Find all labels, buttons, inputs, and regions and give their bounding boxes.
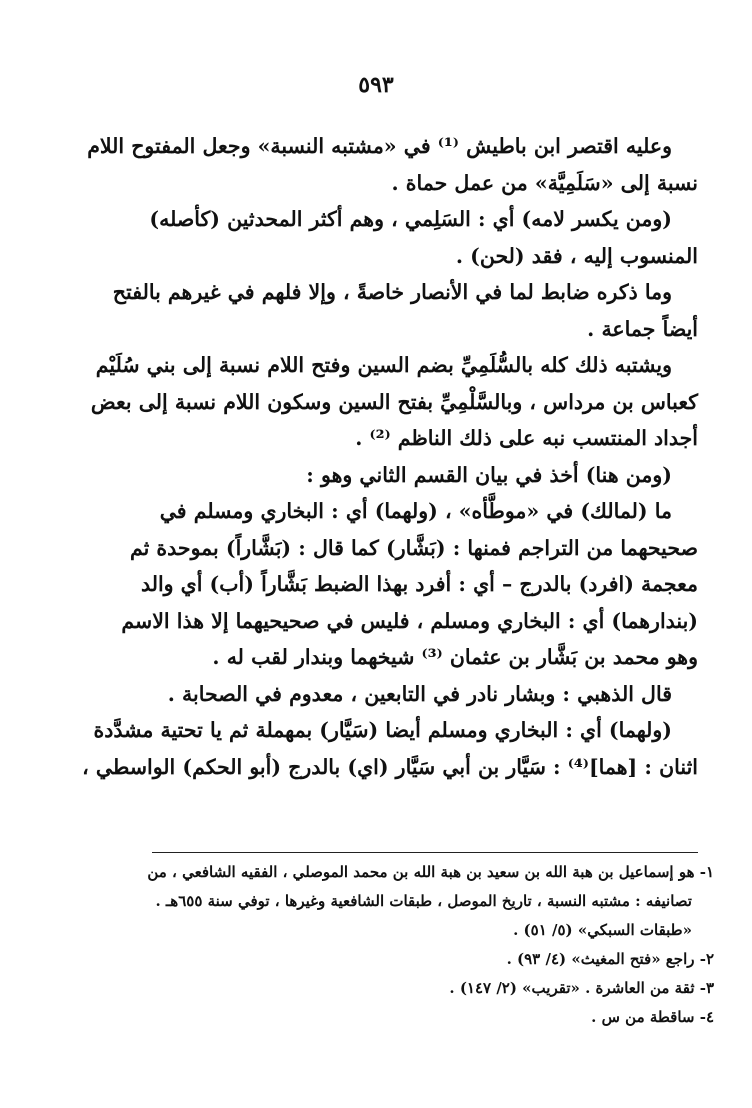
text-line: ما (لمالك) في «موطَّأه» ، (ولهما) أي : البخاري ومسلم في	[159, 499, 672, 523]
text-line: ويشتبه ذلك كله بالسُّلَمِيِّ بضم السين وفتح اللام نسبة إلى بني سُلَيْم	[95, 353, 672, 377]
page-number: ٥٩٣	[358, 72, 394, 98]
main-text	[78, 128, 698, 785]
text-line: معجمة (افرد) بالدرج – أي : أفرد بهذا الضبط بَشَّاراً (أب) أي والد	[140, 572, 698, 596]
text-line: أيضاً جماعة .	[587, 316, 698, 341]
text-line: وعليه اقتصر ابن باطيش ⁽¹⁾ في «مشتبه النسبة» وجعل المفتوح اللام	[87, 134, 672, 158]
text-line: (ولهما) أي : البخاري ومسلم أيضا (سَيَّار) بمهملة ثم يا تحتية مشدَّدة	[93, 718, 672, 742]
footnote-line: «طبقات السبكي» (٥/ ٥١) .	[513, 921, 692, 939]
text-line: (بندارهما) أي : البخاري ومسلم ، فليس في صحيحيهما إلا هذا الاسم	[121, 608, 698, 633]
footnotes	[78, 858, 714, 1032]
text-line: (ومن يكسر لامه) أي : السَلِمي ، وهم أكثر المحدثين (كأصله)	[149, 207, 672, 231]
footnote-line: ٣- ثقة من العاشرة . «تقريب» (٢/ ١٤٧) .	[449, 979, 714, 997]
footnote-line: ٤- ساقطة من س .	[591, 1008, 714, 1026]
text-line: صحيحهما من التراجم فمنها : (بَشَّار) كما قال : (بَشَّاراً) بموحدة ثم	[129, 535, 698, 560]
text-line: نسبة إلى «سَلَمِيَّة» من عمل حماة .	[391, 170, 698, 195]
footnote-separator	[152, 852, 698, 853]
footnote-line: ٢- راجع «فتح المغيث» (٤/ ٩٣) .	[506, 950, 714, 968]
text-line: كعباس بن مرداس ، وبالسَّلْمِيِّ بفتح السين وسكون اللام نسبة إلى بعض	[90, 389, 698, 414]
footnote-line: ١- هو إسماعيل بن هبة الله بن سعيد بن هبة الله بن محمد الموصلي ، الفقيه الشافعي ، من	[147, 863, 714, 881]
text-line: قال الذهبي : وبشار نادر في التابعين ، معدوم في الصحابة .	[167, 681, 672, 706]
text-line: اثنان : [هما]⁽⁴⁾ : سَيَّار بن أبي سَيَّار (اي) بالدرج (أبو الحكم) الواسطي ،	[82, 754, 698, 779]
footnote-line: تصانيفه : مشتبه النسبة ، تاريخ الموصل ، طبقات الشافعية وغيرها ، توفي سنة ٦٥٥هـ .	[155, 892, 692, 910]
text-line: وهو محمد بن بَشَّار بن عثمان ⁽³⁾ شيخهما وبندار لقب له .	[212, 645, 698, 669]
text-line: وما ذكره ضابط لما في الأنصار خاصةً ، وإلا فلهم في غيرهم بالفتح	[112, 280, 672, 304]
text-line: (ومن هنا) أخذ في بيان القسم الثاني وهو :	[306, 462, 672, 487]
text-line: المنسوب إليه ، فقد (لحن) .	[455, 243, 698, 268]
text-line: أجداد المنتسب نبه على ذلك الناظم ⁽²⁾ .	[355, 426, 698, 450]
